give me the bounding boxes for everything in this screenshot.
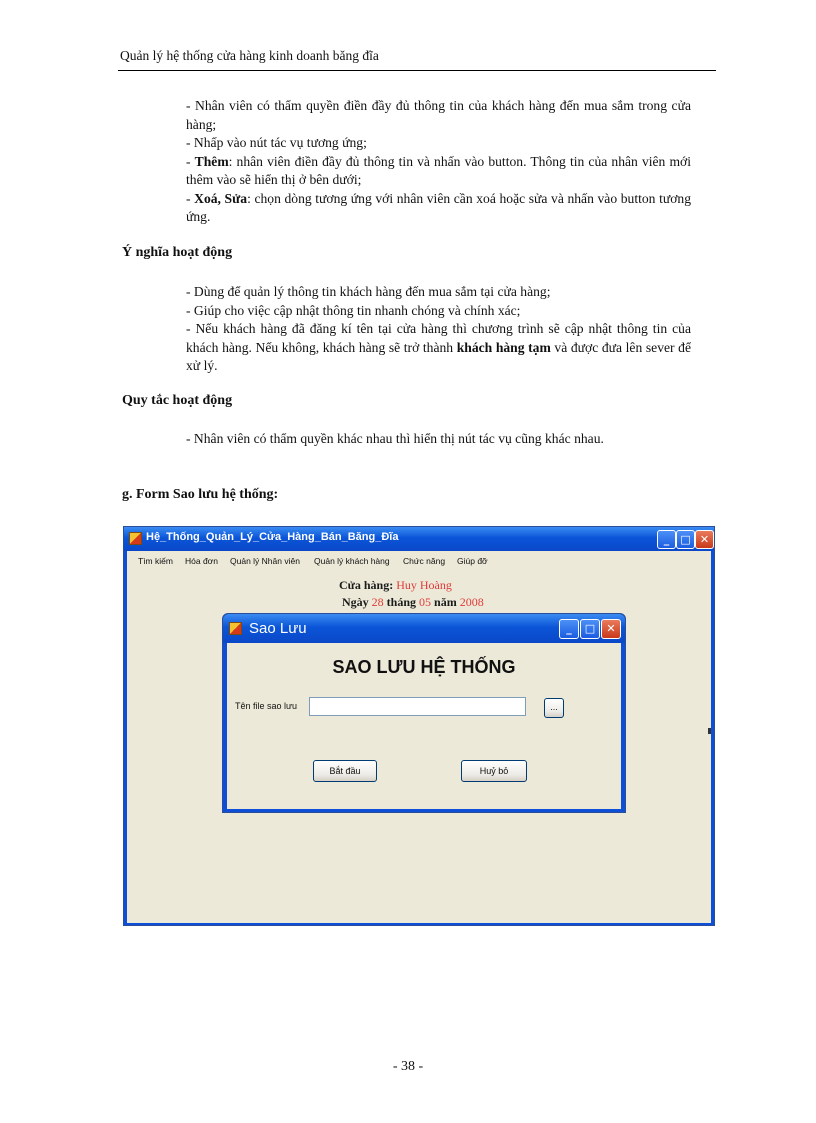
- date-prefix: Ngày: [342, 595, 369, 609]
- backup-dialog-client: [227, 643, 621, 809]
- section-heading-meaning: Ý nghĩa hoạt động: [122, 245, 233, 260]
- menu-item-functions[interactable]: Chức năng: [403, 556, 446, 566]
- menu-item-customers[interactable]: Quản lý khách hàng: [314, 556, 390, 566]
- date-day: 28: [371, 595, 384, 609]
- date-month: 05: [419, 595, 432, 609]
- file-name-label: Tên file sao lưu: [235, 701, 298, 711]
- meaning-last-text: - Nếu khách hàng đã đăng kí tên tại cửa hàng thì chương trình sẽ cập nhật thông tin của khách hàng. Nếu không, khách hàng sẽ trở thành: [186, 321, 691, 355]
- store-name: Huy Hoàng: [396, 578, 452, 592]
- instruction-them: - Thêm: nhân viên điền đầy đủ thông tin và nhấn vào button. Thông tin của nhân viên mới thêm vào sẽ hiển thị ở bên dưới;: [186, 153, 691, 187]
- them-text: : nhân viên điền đầy đủ thông tin và nhấn vào button. Thông tin của nhân viên mới thêm vào sẽ hiển thị ở bên dưới;: [186, 153, 691, 187]
- meaning-last-end: và được đưa lên sever để xử lý.: [186, 339, 691, 373]
- meaning-block: [186, 283, 691, 376]
- date-year: 2008: [459, 595, 484, 609]
- instruction-line: - Nhân viên có thẩm quyền điền đầy đủ thông tin của khách hàng đến mua sắm trong cửa hàng;: [186, 98, 691, 132]
- instruction-xoa-sua: - Xoá, Sửa: chọn dòng tương ứng với nhân viên cần xoá hoặc sửa và nhấn vào button tương ứng.: [186, 190, 691, 224]
- backup-heading: SAO LƯU HỆ THỐNG: [332, 657, 516, 677]
- main-window-titlebar: [124, 527, 714, 551]
- start-button[interactable]: Bắt đầu: [313, 760, 377, 782]
- app-icon: [129, 532, 142, 545]
- page-number: - 38 -: [392, 1059, 424, 1074]
- temp-customer-bold: khách hàng tạm: [456, 339, 551, 355]
- xoa-sua-text: : chọn dòng tương ứng với nhân viên cần xoá hoặc sửa và nhấn vào button tương ứng.: [186, 190, 691, 224]
- dialog-minimize-icon[interactable]: _: [559, 619, 579, 639]
- dialog-maximize-icon[interactable]: □: [580, 619, 600, 639]
- them-label: Thêm: [194, 153, 229, 169]
- menu-item-staff[interactable]: Quản lý Nhân viên: [230, 556, 300, 566]
- close-icon[interactable]: ✕: [695, 530, 714, 549]
- date-info: [342, 595, 484, 610]
- maximize-icon[interactable]: □: [676, 530, 695, 549]
- main-window-title: Hệ_Thống_Quản_Lý_Cửa_Hàng_Bán_Băng_Đĩa: [146, 531, 399, 543]
- date-year-label: năm: [434, 595, 457, 609]
- meaning-line: - Dùng để quản lý thông tin khách hàng đến mua sắm tại cửa hàng;: [186, 284, 551, 299]
- store-info: [339, 578, 452, 593]
- menu-item-invoice[interactable]: Hóa đơn: [185, 556, 218, 566]
- header-divider: [118, 70, 716, 71]
- menu-bar: [127, 551, 711, 571]
- scroll-marker: [708, 728, 711, 734]
- instruction-line: - Nhấp vào nút tác vụ tương ứng;: [186, 135, 367, 150]
- file-name-input[interactable]: [309, 697, 526, 716]
- menu-item-search[interactable]: Tìm kiếm: [138, 556, 173, 566]
- page-header-title: Quản lý hệ thống cửa hàng kinh doanh băng đĩa: [120, 48, 379, 63]
- rules-line: - Nhân viên có thẩm quyền khác nhau thì hiển thị nút tác vụ cũng khác nhau.: [186, 431, 604, 446]
- backup-dialog-titlebar: [223, 614, 625, 643]
- menu-item-help[interactable]: Giúp đỡ: [457, 556, 488, 566]
- backup-dialog-title: Sao Lưu: [249, 620, 307, 637]
- section-heading-rules: Quy tắc hoạt động: [122, 393, 233, 408]
- meaning-line-last: [186, 320, 691, 376]
- date-month-label: tháng: [386, 595, 417, 609]
- browse-button[interactable]: ...: [544, 698, 564, 718]
- xoa-sua-label: Xoá, Sửa: [194, 190, 248, 206]
- store-label: Cửa hàng:: [339, 578, 394, 592]
- minimize-icon[interactable]: _: [657, 530, 676, 549]
- cancel-button[interactable]: Huỷ bỏ: [461, 760, 527, 782]
- meaning-line: - Giúp cho việc cập nhật thông tin nhanh chóng và chính xác;: [186, 302, 521, 318]
- instructions-block: [186, 97, 691, 227]
- section-heading-form-backup: g. Form Sao lưu hệ thống:: [122, 487, 279, 502]
- dialog-close-icon[interactable]: ✕: [601, 619, 621, 639]
- dialog-app-icon: [229, 622, 242, 635]
- backup-dialog: [222, 613, 626, 813]
